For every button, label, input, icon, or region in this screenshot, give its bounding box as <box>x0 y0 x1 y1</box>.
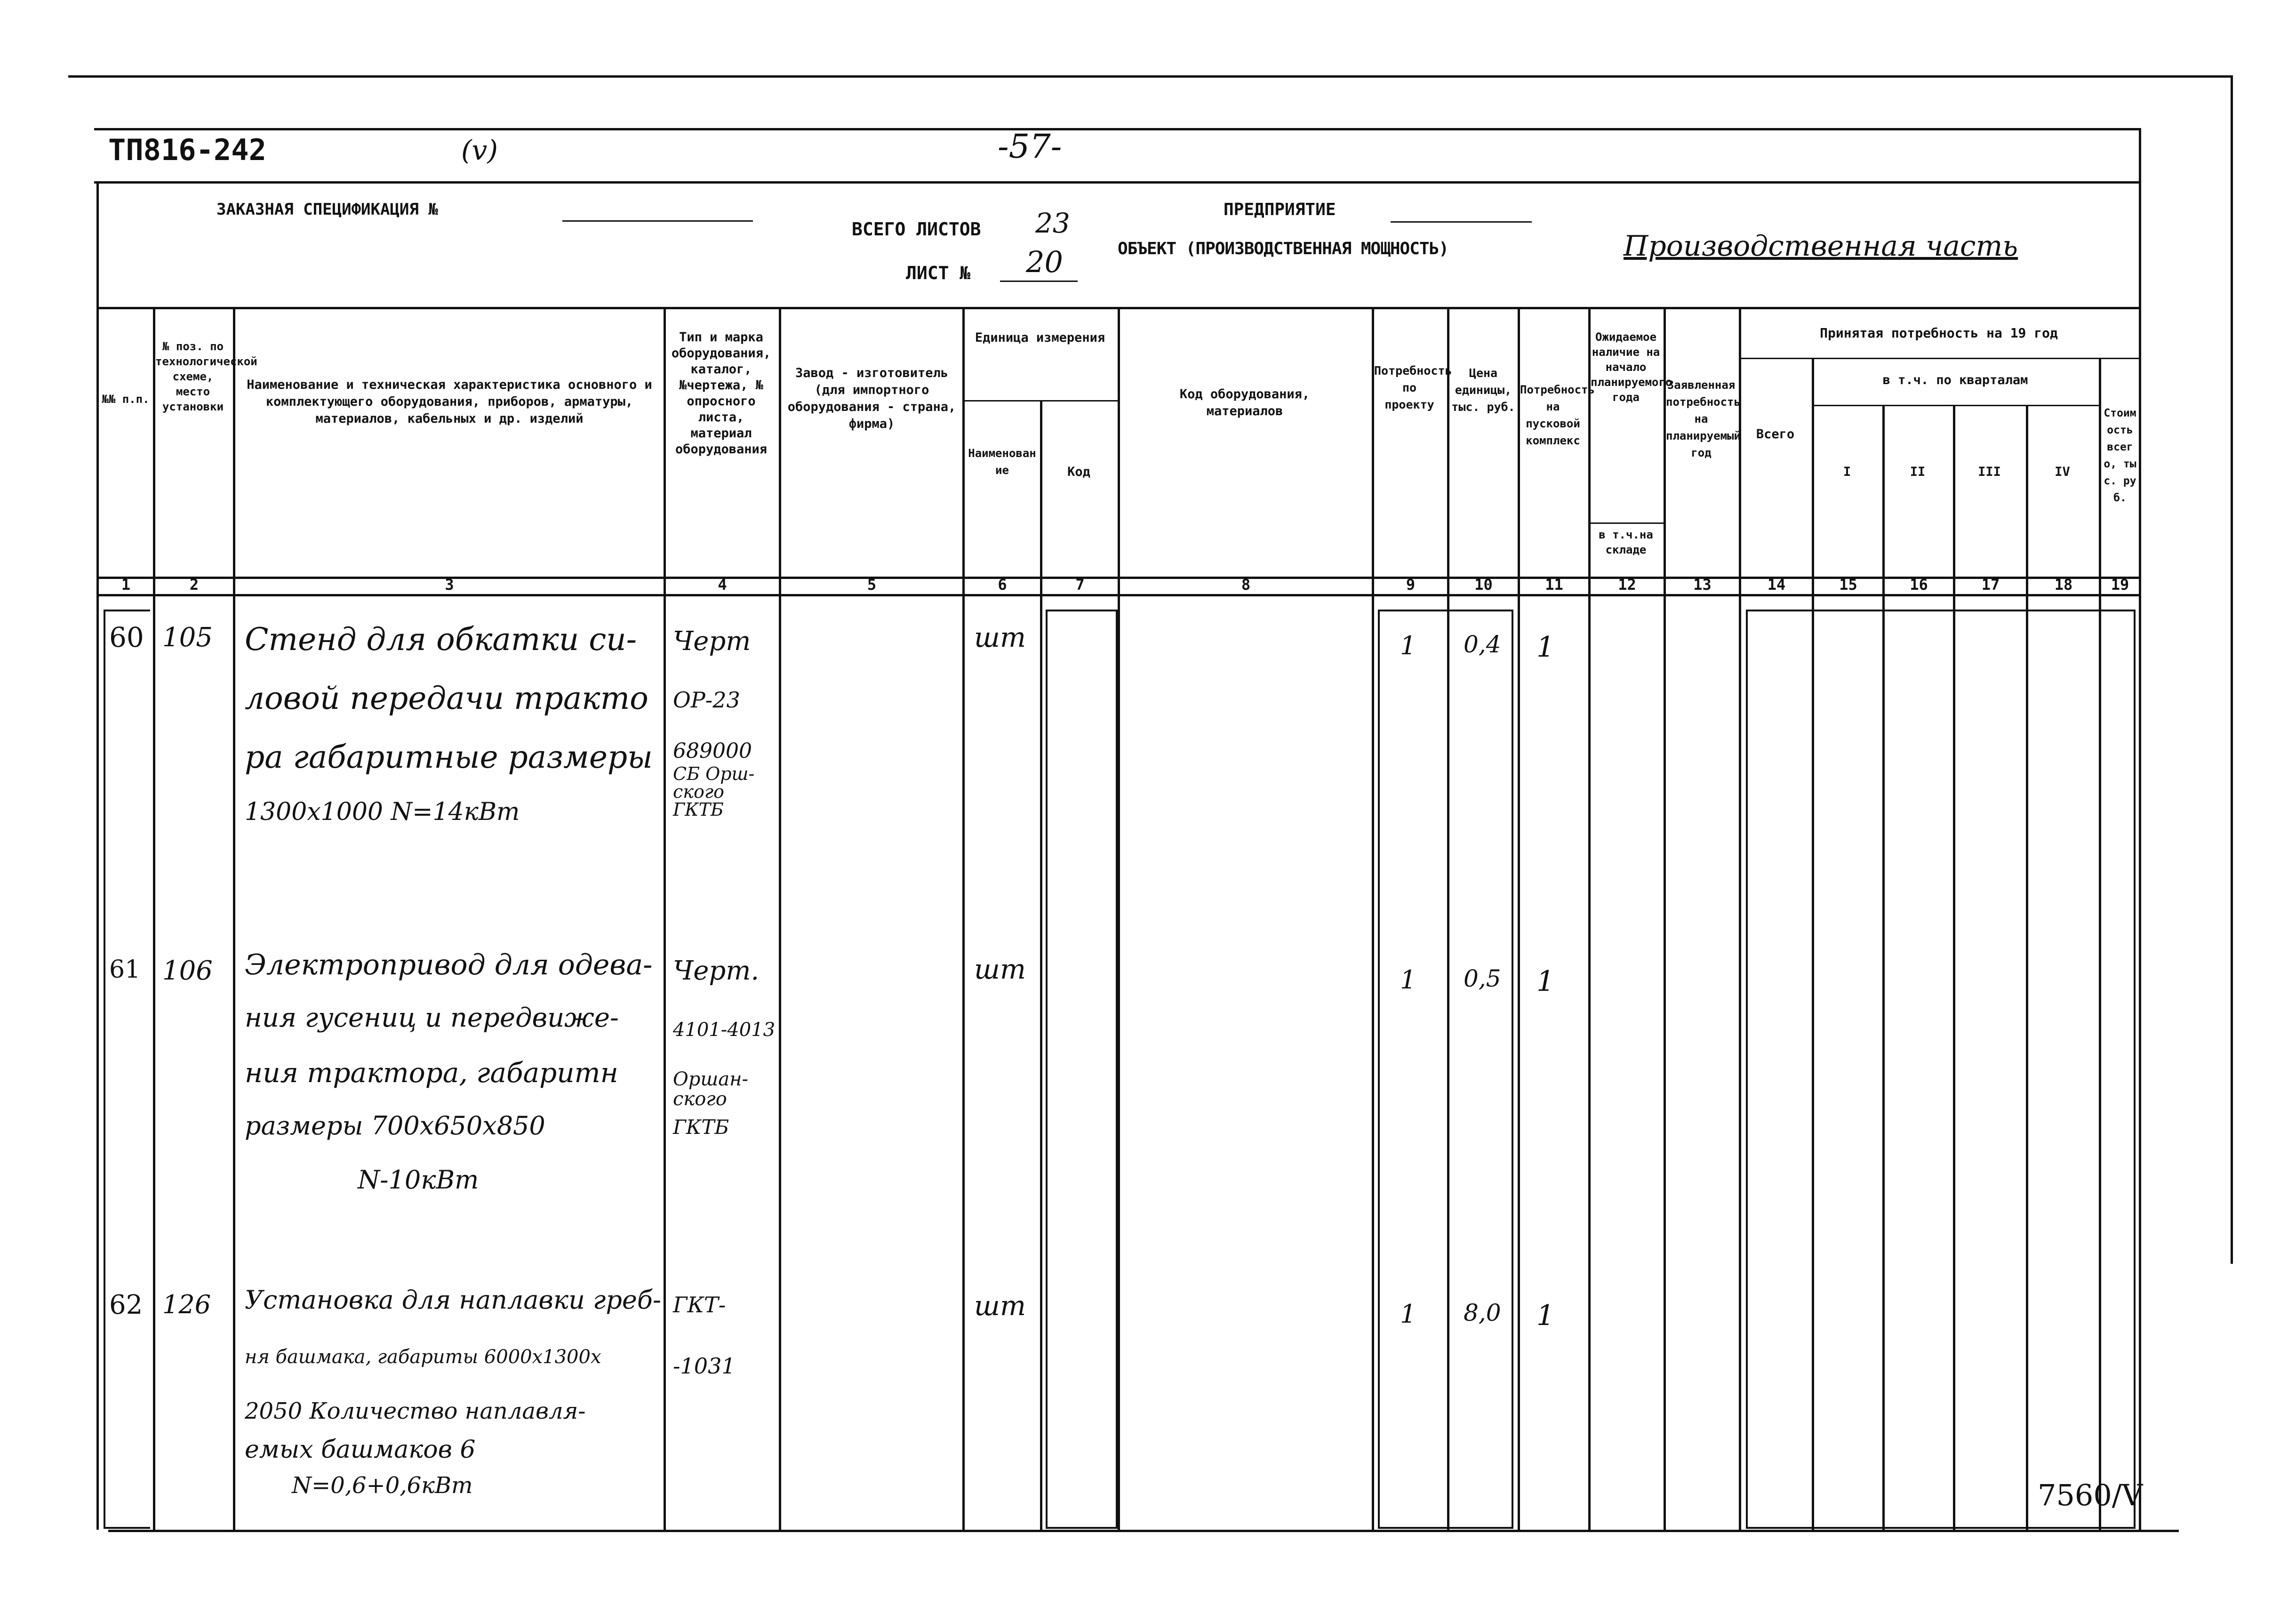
col-number-5: 5 <box>867 576 877 594</box>
accepted-box <box>1746 610 2136 1529</box>
row-60-type-line-3: 689000 <box>673 739 752 763</box>
row-62-name-line-5: N=0,6+0,6кВт <box>292 1472 473 1499</box>
spec-label: ЗАКАЗНАЯ СПЕЦИФИКАЦИЯ № <box>216 200 438 219</box>
row-61-name-line-4: размеры 700x650x850 <box>245 1111 545 1140</box>
row-61-position: 106 <box>162 956 213 986</box>
col-number-13: 13 <box>1693 576 1712 594</box>
row-60-name-line-1: Стенд для обкатки си- <box>245 621 637 658</box>
row-60-type-line-1: Черт <box>673 626 751 657</box>
unit-group-divider <box>962 400 1118 402</box>
table-bottom <box>108 1530 2179 1532</box>
col-line-4 <box>779 307 781 1530</box>
row-62-type-line-2: -1031 <box>673 1353 736 1379</box>
row-62-unit: шт <box>974 1290 1026 1322</box>
row-61-price: 0,5 <box>1464 965 1501 992</box>
accepted-header: Принятая потребность на 19 год <box>1820 325 2058 341</box>
col-header-6-group: Единица измерения <box>975 330 1105 345</box>
row-62-launch: 1 <box>1536 1299 1555 1332</box>
num-box <box>104 610 150 1529</box>
stock-divider <box>1588 522 1664 524</box>
col-number-14: 14 <box>1767 576 1786 594</box>
col-header-12: Ожидаемое наличие на начало планируемого года <box>1591 330 1672 404</box>
col-line-1 <box>153 307 155 1530</box>
frame-header-top <box>94 181 2141 184</box>
object-label: ОБЪЕКТ (ПРОИЗВОДСТВЕННАЯ МОЩНОСТЬ) <box>1118 239 1448 258</box>
col-header-5: Завод - изготовитель (для импортного оборудования - страна, фирма) <box>787 366 956 431</box>
col-number-12: 12 <box>1618 576 1636 594</box>
col-number-15: 15 <box>1839 576 1857 594</box>
col-line-3 <box>664 307 666 1530</box>
col-header-16: II <box>1910 465 1926 479</box>
footer-stamp: 7560/V <box>2038 1478 2143 1512</box>
col-header-12b: в т.ч.на складе <box>1599 528 1653 556</box>
row-61-number: 61 <box>109 956 141 984</box>
total-sheets-value: 23 <box>1035 207 1070 239</box>
col-header-4: Тип и марка оборудования, каталог, №чертежа, № опросного листа, материал оборудования <box>671 330 771 457</box>
col-number-8: 8 <box>1241 576 1251 594</box>
col-line-7 <box>1118 307 1120 1530</box>
row-60-unit: шт <box>974 621 1026 653</box>
row-61-qty: 1 <box>1400 965 1416 995</box>
frame-right <box>2139 128 2141 1530</box>
row-61-type-line-3: Оршан- <box>673 1068 748 1090</box>
row-60-name-line-4: 1300x1000 N=14кВт <box>245 798 520 826</box>
sheet-label: ЛИСТ № <box>906 263 971 283</box>
col-number-16: 16 <box>1910 576 1928 594</box>
col-line-13 <box>1739 307 1741 1530</box>
row-60-position: 105 <box>162 622 213 653</box>
row-61-name-line-1: Электропривод для одева- <box>245 948 653 981</box>
row-61-launch: 1 <box>1536 965 1555 998</box>
row-62-price: 8,0 <box>1464 1299 1501 1326</box>
col-number-6: 6 <box>998 576 1007 594</box>
row-61-type-line-4: ского <box>673 1088 727 1110</box>
page-number: -57- <box>998 127 1062 166</box>
qty-box <box>1378 610 1513 1529</box>
row-60-type-line-6: ГКТБ <box>673 799 724 820</box>
outer-right <box>2231 75 2233 1264</box>
col-header-18: IV <box>2055 465 2070 479</box>
col-number-7: 7 <box>1075 576 1085 594</box>
col-number-11: 11 <box>1545 576 1563 594</box>
row-60-type-line-5: ского <box>673 781 724 802</box>
row-62-name-line-3: 2050 Количество наплавля- <box>245 1398 586 1424</box>
row-62-name-line-4: емых башмаков 6 <box>245 1436 476 1464</box>
sheet-line <box>1000 281 1078 282</box>
enterprise-line <box>1391 221 1532 223</box>
frame-top <box>94 128 2141 130</box>
col-header-8: Код оборудования, материалов <box>1179 387 1310 418</box>
col-header-1: №№ п.п. <box>102 393 150 406</box>
col-line-8 <box>1372 307 1374 1530</box>
col-number-1: 1 <box>121 576 131 594</box>
col-number-4: 4 <box>718 576 727 594</box>
enterprise-label: ПРЕДПРИЯТИЕ <box>1224 200 1336 219</box>
frame-left <box>96 181 99 1530</box>
row-61-type-line-1: Черт. <box>673 956 760 986</box>
col-header-2: № поз. по технологической схеме, место установки <box>155 340 257 413</box>
volume-mark: (v) <box>461 134 498 166</box>
quarters-header: в т.ч. по кварталам <box>1882 373 2028 387</box>
col-header-3: Наименование и техническая характеристика основного и комплектующего оборудования, приборов, арматуры, материалов, кабельных и др. изделий <box>247 377 652 426</box>
total-sheets-label: ВСЕГО ЛИСТОВ <box>852 219 981 240</box>
col-number-2: 2 <box>189 576 199 594</box>
col-header-14: Всего <box>1756 427 1795 442</box>
col-line-10 <box>1518 307 1520 1530</box>
row-61-type-line-2: 4101-4013 <box>673 1019 776 1041</box>
row-62-number: 62 <box>109 1290 143 1320</box>
row-61-type-line-5: ГКТБ <box>673 1116 729 1139</box>
row-61-name-line-2: ния гусениц и передвиже- <box>245 1003 619 1033</box>
col-line-6 <box>1040 400 1042 1530</box>
row-62-name-line-2: ня башмака, габариты 6000x1300x <box>245 1346 601 1368</box>
row-62-name-line-1: Установка для наплавки греб- <box>245 1285 662 1315</box>
row-60-number: 60 <box>109 621 144 653</box>
col-header-17: III <box>1978 465 2001 479</box>
col-header-6: Наименование <box>968 447 1036 477</box>
code-box <box>1046 610 1118 1529</box>
row-60-price: 0,4 <box>1464 631 1501 658</box>
spec-number-line <box>562 220 753 222</box>
row-60-name-line-2: ловой передачи тракто <box>245 680 648 716</box>
col-number-9: 9 <box>1406 576 1416 594</box>
row-61-unit: шт <box>974 953 1026 985</box>
quarters-divider <box>1812 405 2099 406</box>
row-60-type-line-2: ОР-23 <box>673 687 740 713</box>
sheet-value: 20 <box>1026 245 1063 279</box>
col-header-11: Потребность на пусковой комплекс <box>1520 383 1595 447</box>
col-header-19: Стоимость всего, тыс. руб. <box>2104 407 2136 504</box>
col-line-11 <box>1588 307 1591 1530</box>
col-line-2 <box>233 307 235 1530</box>
row-62-qty: 1 <box>1400 1299 1416 1329</box>
row-62-type-line-1: ГКТ- <box>673 1292 726 1317</box>
col-number-3: 3 <box>445 576 454 594</box>
col-header-7: Код <box>1067 465 1090 479</box>
col-header-15: I <box>1843 465 1851 479</box>
col-line-5 <box>962 307 965 1530</box>
col-line-12 <box>1664 307 1666 1530</box>
col-number-17: 17 <box>1981 576 2000 594</box>
col-number-18: 18 <box>2054 576 2073 594</box>
col-number-19: 19 <box>2111 576 2129 594</box>
row-60-name-line-3: ра габаритные размеры <box>245 739 653 775</box>
object-value: Производственная часть <box>1624 230 2018 263</box>
col-header-9: Потребность по проекту <box>1374 364 1452 411</box>
row-60-qty: 1 <box>1400 631 1416 660</box>
row-61-name-line-3: ния трактора, габаритн <box>245 1057 618 1089</box>
row-62-position: 126 <box>162 1290 211 1319</box>
accepted-group-divider <box>1739 358 2139 359</box>
row-61-name-line-5: N-10кВт <box>358 1165 479 1195</box>
top-border <box>68 75 2233 78</box>
col-header-10: Цена единицы, тыс. руб. <box>1451 366 1515 414</box>
doc-code: ТП816-242 <box>108 133 266 167</box>
row-60-launch: 1 <box>1536 631 1555 664</box>
col-number-10: 10 <box>1474 576 1493 594</box>
row-60-type-line-4: СБ Орш- <box>673 763 755 784</box>
col-header-13: Заявленная потребность на планируемый год <box>1666 378 1741 459</box>
